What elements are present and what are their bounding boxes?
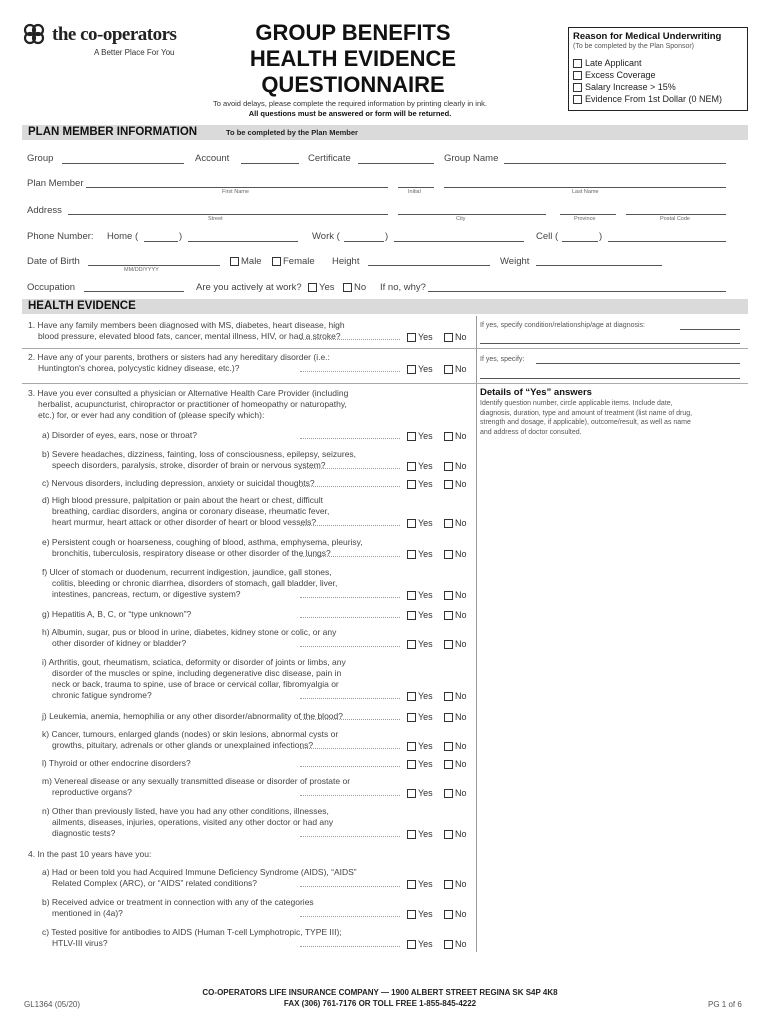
question-k-line: k) Cancer, tumours, enlarged glands (nodes) or skin lesions, abnormal cysts or — [42, 729, 339, 739]
yes-no-label: Yes — [418, 829, 433, 839]
dotted-leader — [300, 486, 400, 487]
question-h-yes[interactable] — [407, 639, 433, 649]
question-i-yes[interactable] — [407, 691, 433, 701]
question-q2-no[interactable] — [444, 364, 467, 374]
if-no-why-label: If no, why? — [380, 282, 426, 293]
details-heading: Details of “Yes” answers — [480, 387, 592, 398]
checkbox-icon[interactable] — [407, 940, 416, 949]
question-a-yes[interactable] — [407, 431, 433, 441]
dotted-leader — [300, 748, 400, 749]
checkbox-icon[interactable] — [407, 333, 416, 342]
yes-no-label: Yes — [418, 712, 433, 722]
checkbox-icon[interactable] — [272, 257, 281, 266]
checkbox-icon[interactable] — [407, 480, 416, 489]
column-divider — [476, 316, 477, 952]
question-h-no[interactable] — [444, 639, 467, 649]
question-k-yes[interactable] — [407, 741, 433, 751]
checkbox-icon[interactable] — [407, 365, 416, 374]
question-q2-line: Huntington's chorea, polycystic kidney disease, etc.)? — [38, 363, 240, 373]
certificate-field[interactable] — [358, 163, 434, 164]
yes-no-label: No — [455, 431, 467, 441]
account-label: Account — [195, 153, 230, 164]
co-operators-logo-icon — [22, 22, 46, 46]
work-paren: ) — [385, 231, 389, 242]
question-c-yes[interactable] — [407, 479, 433, 489]
checkbox-icon[interactable] — [444, 365, 453, 374]
yes-no-label: No — [455, 332, 467, 342]
question-b-no[interactable] — [444, 461, 467, 471]
instructions: To avoid delays, please complete the required information by printing clearly in ink. All questions must be answered or form will be returned. — [213, 99, 487, 118]
dotted-leader — [300, 836, 400, 837]
yes-no-label: No — [455, 712, 467, 722]
reason-subheading: (To be completed by the Plan Sponsor) — [573, 43, 695, 50]
yes-no-label: Yes — [418, 364, 433, 374]
checkbox-icon[interactable] — [444, 910, 453, 919]
yes-no-label: Yes — [418, 741, 433, 751]
cell-paren: ) — [599, 231, 603, 242]
checkbox-icon[interactable] — [444, 550, 453, 559]
account-field[interactable] — [241, 163, 299, 164]
yes-no-label: No — [455, 610, 467, 620]
question-i-line: i) Arthritis, gout, rheumatism, sciatica, deformity or disorder of joints or limbs, any — [42, 657, 346, 667]
question-q4a-no[interactable] — [444, 879, 467, 889]
yes-no-label: No — [455, 549, 467, 559]
question-b-yes[interactable] — [407, 461, 433, 471]
street-caption: Street — [208, 216, 223, 222]
question-a-no[interactable] — [444, 431, 467, 441]
occupation-label: Occupation — [27, 282, 76, 293]
question-q4b-yes[interactable] — [407, 909, 433, 919]
at-work-yes[interactable]: Yes — [308, 282, 335, 293]
checkbox-icon[interactable] — [444, 640, 453, 649]
question-q4c-line: HTLV-III virus? — [52, 938, 108, 948]
dotted-leader — [300, 646, 400, 647]
page-title: GROUP BENEFITS HEALTH EVIDENCE QUESTIONNAIRE — [249, 20, 457, 97]
checkbox-icon[interactable] — [407, 611, 416, 620]
q1-specify-label: If yes, specify condition/relationship/age at diagnosis: — [480, 322, 645, 329]
yes-no-label: Yes — [418, 549, 433, 559]
yes-no-label: Yes — [418, 879, 433, 889]
dotted-leader — [300, 916, 400, 917]
checkbox-icon[interactable] — [573, 83, 582, 92]
q2-specify-field[interactable] — [536, 363, 740, 364]
last-name-field[interactable] — [444, 187, 726, 188]
question-q2-yes[interactable] — [407, 364, 433, 374]
checkbox-icon[interactable] — [407, 830, 416, 839]
dotted-leader — [300, 525, 400, 526]
question-q4b-line: mentioned in (4a)? — [52, 908, 123, 918]
checkbox-icon[interactable] — [444, 519, 453, 528]
yes-no-label: No — [455, 879, 467, 889]
checkbox-icon[interactable] — [444, 880, 453, 889]
yes-no-label: No — [455, 788, 467, 798]
question-q1-line: blood pressure, elevated blood fats, cancer, mental illness, HIV, or had a stroke? — [38, 331, 341, 341]
checkbox-icon[interactable] — [407, 550, 416, 559]
question-q4c-no[interactable] — [444, 939, 467, 949]
work-phone-field[interactable] — [394, 241, 524, 242]
group-name-field[interactable] — [504, 163, 726, 164]
question-b-line: speech disorders, paralysis, stroke, disorder of brain or nervous system? — [52, 460, 326, 470]
question-q3-line: etc.) for, or ever had any condition of (please specify which): — [38, 410, 265, 420]
yes-no-label: Yes — [418, 639, 433, 649]
yes-no-label: No — [455, 909, 467, 919]
first-name-caption: First Name — [222, 189, 249, 195]
home-area-field[interactable] — [144, 241, 178, 242]
work-area-field[interactable] — [344, 241, 384, 242]
province-field[interactable] — [560, 214, 616, 215]
q1-specify-field-2[interactable] — [480, 343, 740, 344]
question-h-line: h) Albumin, sugar, pus or blood in urine, diabetes, kidney stone or colic, or any — [42, 627, 337, 637]
yes-no-label: Yes — [418, 590, 433, 600]
checkbox-icon[interactable] — [444, 480, 453, 489]
question-q4b-line: b) Received advice or treatment in connection with any of the categories — [42, 897, 314, 907]
checkbox-icon[interactable] — [407, 713, 416, 722]
plan-member-subheading: To be completed by the Plan Member — [226, 128, 358, 137]
reason-first-dollar[interactable]: Evidence From 1st Dollar (0 NEM) — [573, 94, 722, 104]
checkbox-icon[interactable] — [407, 591, 416, 600]
cell-label: Cell ( — [536, 231, 559, 242]
yes-no-label: Yes — [418, 610, 433, 620]
question-q2-line: 2. Have any of your parents, brothers or sisters had any hereditary disorder (i.e.: — [28, 352, 330, 362]
reason-late-applicant[interactable]: Late Applicant — [573, 58, 642, 68]
question-l-no[interactable] — [444, 759, 467, 769]
question-c-no[interactable] — [444, 479, 467, 489]
question-e-yes[interactable] — [407, 549, 433, 559]
question-d-line: heart murmur, heart attack or other disorder of heart or blood vessels? — [52, 517, 317, 527]
question-f-line: f) Ulcer of stomach or duodenum, recurrent indigestion, jaundice, gall stones, — [42, 567, 332, 577]
group-field[interactable] — [62, 163, 184, 164]
q2-specify-label: If yes, specify: — [480, 356, 525, 363]
question-c-line: c) Nervous disorders, including depression, anxiety or suicidal thoughts? — [42, 478, 315, 488]
yes-no-label: Yes — [418, 479, 433, 489]
checkbox-icon[interactable] — [573, 95, 582, 104]
dotted-leader — [300, 946, 400, 947]
question-q1-line: 1. Have any family members been diagnosed with MS, diabetes, heart disease, high — [28, 320, 345, 330]
dotted-leader — [300, 698, 400, 699]
dotted-leader — [300, 468, 400, 469]
question-q4c-yes[interactable] — [407, 939, 433, 949]
row-divider — [22, 383, 748, 384]
postal-caption: Postal Code — [660, 216, 690, 222]
checkbox-icon[interactable] — [573, 59, 582, 68]
question-q4a-line: Related Complex (ARC), or “AIDS” related conditions? — [52, 878, 258, 888]
yes-no-label: Yes — [418, 332, 433, 342]
home-paren: ) — [179, 231, 183, 242]
question-m-yes[interactable] — [407, 788, 433, 798]
checkbox-icon[interactable] — [407, 462, 416, 471]
dotted-leader — [300, 719, 400, 720]
yes-no-label: No — [455, 364, 467, 374]
question-i-line: disorder of the muscles or spine, including degenerative disc disease, pain in — [52, 668, 342, 678]
city-caption: City — [456, 216, 466, 222]
yes-no-label: Yes — [418, 939, 433, 949]
question-q3-line: 3. Have you ever consulted a physician or Alternative Health Care Provider (including — [28, 388, 349, 398]
dob-field[interactable] — [88, 265, 220, 266]
footer-address: CO-OPERATORS LIFE INSURANCE COMPANY — 1900 ALBERT STREET REGINA SK S4P 4K8 FAX (306) 761-7176 OR TOLL FREE 1-855-845-4222 — [202, 988, 558, 1008]
question-k-line: growths, pituitary, adrenals or other glands or unexplained infections? — [52, 740, 314, 750]
yes-no-label: No — [455, 939, 467, 949]
checkbox-icon[interactable] — [444, 462, 453, 471]
question-e-line: bronchitis, tuberculosis, respiratory disease or other disorder of the lungs? — [52, 548, 331, 558]
group-name-label: Group Name — [444, 153, 499, 164]
female-option[interactable]: Female — [272, 256, 315, 267]
yes-no-label: No — [455, 479, 467, 489]
first-name-field[interactable] — [86, 187, 388, 188]
height-field[interactable] — [368, 265, 490, 266]
yes-no-label: No — [455, 759, 467, 769]
question-g-yes[interactable] — [407, 610, 433, 620]
checkbox-icon[interactable] — [444, 760, 453, 769]
question-m-line: reproductive organs? — [52, 787, 132, 797]
home-label: Home ( — [107, 231, 139, 242]
checkbox-icon[interactable] — [444, 789, 453, 798]
checkbox-icon[interactable] — [573, 71, 582, 80]
address-label: Address — [27, 205, 62, 216]
cell-phone-field[interactable] — [608, 241, 726, 242]
dotted-leader — [300, 438, 400, 439]
dotted-leader — [300, 597, 400, 598]
male-option[interactable]: Male — [230, 256, 262, 267]
yes-no-label: No — [455, 829, 467, 839]
dotted-leader — [300, 617, 400, 618]
group-label: Group — [27, 153, 54, 164]
occupation-field[interactable] — [84, 291, 184, 292]
question-d-line: d) High blood pressure, palpitation or pain about the heart or chest, difficult — [42, 495, 323, 505]
checkbox-icon[interactable] — [444, 713, 453, 722]
form-id: GL1364 (05/20) — [24, 1000, 81, 1009]
yes-no-label: Yes — [418, 431, 433, 441]
page-number: PG 1 of 6 — [708, 1000, 742, 1009]
dotted-leader — [300, 339, 400, 340]
health-evidence-heading: HEALTH EVIDENCE — [28, 300, 136, 312]
yes-no-label: Yes — [418, 518, 433, 528]
question-d-no[interactable] — [444, 518, 467, 528]
question-l-line: l) Thyroid or other endocrine disorders? — [42, 758, 191, 768]
dotted-leader — [300, 886, 400, 887]
brand-name: the co-operators — [52, 24, 177, 45]
if-no-why-field[interactable] — [428, 291, 726, 292]
dotted-leader — [300, 556, 400, 557]
question-k-no[interactable] — [444, 741, 467, 751]
question-e-line: e) Persistent cough or hoarseness, coughing of blood, asthma, emphysema, pleurisy, — [42, 537, 363, 547]
checkbox-icon[interactable] — [444, 611, 453, 620]
question-q4a-line: a) Had or been told you had Acquired Immune Deficiency Syndrome (AIDS), “AIDS” — [42, 867, 357, 877]
postal-code-field[interactable] — [626, 214, 726, 215]
question-j-no[interactable] — [444, 712, 467, 722]
checkbox-icon[interactable] — [407, 432, 416, 441]
question-l-yes[interactable] — [407, 759, 433, 769]
question-n-line: diagnostic tests? — [52, 828, 116, 838]
yes-no-label: No — [455, 518, 467, 528]
checkbox-icon[interactable] — [444, 432, 453, 441]
question-b-line: b) Severe headaches, dizziness, fainting, loss of consciousness, epilepsy, seizures, — [42, 449, 357, 459]
question-g-line: g) Hepatitis A, B, C, or “type unknown”? — [42, 609, 192, 619]
dotted-leader — [300, 795, 400, 796]
reason-box — [568, 27, 748, 111]
dob-format-caption: MM/DD/YYYY — [124, 267, 159, 273]
at-work-label: Are you actively at work? — [196, 282, 302, 293]
question-m-line: m) Venereal disease or any sexually transmitted disease or disorder of prostate or — [42, 776, 351, 786]
dob-label: Date of Birth — [27, 256, 80, 267]
at-work-no[interactable]: No — [343, 282, 366, 293]
checkbox-icon[interactable] — [407, 692, 416, 701]
phone-label: Phone Number: — [27, 231, 94, 242]
checkbox-icon[interactable] — [407, 910, 416, 919]
reason-excess-coverage[interactable]: Excess Coverage — [573, 70, 656, 80]
checkbox-icon[interactable] — [444, 692, 453, 701]
yes-no-label: No — [455, 741, 467, 751]
question-q1-no[interactable] — [444, 332, 467, 342]
question-d-line: breathing, cardiac disorders, angina or coronary disease, rheumatic fever, — [52, 506, 330, 516]
reason-heading: Reason for Medical Underwriting — [573, 31, 722, 42]
question-f-line: intestines, pancreas, rectum, or digestive system? — [52, 589, 241, 599]
question-q3-line: herbalist, acupuncturist, chiropractor or practitioner of homeopathy or naturopathy, — [38, 399, 347, 409]
checkbox-icon[interactable] — [407, 640, 416, 649]
yes-no-label: Yes — [418, 691, 433, 701]
checkbox-icon[interactable] — [444, 333, 453, 342]
checkbox-icon[interactable] — [308, 283, 317, 292]
checkbox-icon[interactable] — [407, 880, 416, 889]
checkbox-icon[interactable] — [407, 519, 416, 528]
checkbox-icon[interactable] — [407, 760, 416, 769]
checkbox-icon[interactable] — [444, 830, 453, 839]
weight-label: Weight — [500, 256, 530, 267]
yes-no-label: Yes — [418, 759, 433, 769]
q2-specify-field-2[interactable] — [480, 378, 740, 379]
yes-no-label: No — [455, 590, 467, 600]
initial-caption: Initial — [408, 189, 421, 195]
home-phone-field[interactable] — [188, 241, 298, 242]
street-field[interactable] — [68, 214, 388, 215]
yes-no-label: Yes — [418, 788, 433, 798]
city-field[interactable] — [398, 214, 546, 215]
plan-member-label: Plan Member — [27, 178, 84, 189]
yes-no-label: Yes — [418, 909, 433, 919]
checkbox-icon[interactable] — [407, 789, 416, 798]
plan-member-band — [22, 125, 748, 140]
checkbox-icon[interactable] — [230, 257, 239, 266]
question-f-yes[interactable] — [407, 590, 433, 600]
checkbox-icon[interactable] — [444, 940, 453, 949]
question-d-yes[interactable] — [407, 518, 433, 528]
weight-field[interactable] — [536, 265, 662, 266]
question-a-line: a) Disorder of eyes, ears, nose or throat? — [42, 430, 197, 440]
dotted-leader — [300, 371, 400, 372]
q1-specify-field[interactable] — [680, 329, 740, 330]
question-q1-yes[interactable] — [407, 332, 433, 342]
initial-field[interactable] — [398, 187, 434, 188]
question-n-yes[interactable] — [407, 829, 433, 839]
question-q4-line: 4. In the past 10 years have you: — [28, 849, 152, 859]
question-m-no[interactable] — [444, 788, 467, 798]
row-divider — [22, 348, 748, 349]
question-n-line: ailments, diseases, injuries, operations, visited any other doctor or had any — [52, 817, 334, 827]
work-label: Work ( — [312, 231, 340, 242]
question-j-line: j) Leukemia, anemia, hemophilia or any other disorder/abnormality of the blood? — [42, 711, 343, 721]
question-j-yes[interactable] — [407, 712, 433, 722]
question-h-line: other disorder of kidney or bladder? — [52, 638, 187, 648]
question-f-line: colitis, bleeding or chronic diarrhea, disorders of stomach, gall bladder, liver, — [52, 578, 338, 588]
question-e-no[interactable] — [444, 549, 467, 559]
yes-no-label: No — [455, 691, 467, 701]
dotted-leader — [300, 766, 400, 767]
certificate-label: Certificate — [308, 153, 351, 164]
question-q4c-line: c) Tested positive for antibodies to AIDS (Human T-cell Lymphotropic, TYPE III); — [42, 927, 342, 937]
checkbox-icon[interactable] — [343, 283, 352, 292]
question-f-no[interactable] — [444, 590, 467, 600]
question-q4b-no[interactable] — [444, 909, 467, 919]
question-i-line: neck or back, trauma to spine, use of brace or cervical collar, fibromyalgia or — [52, 679, 339, 689]
question-n-no[interactable] — [444, 829, 467, 839]
brand-tagline: A Better Place For You — [94, 48, 175, 57]
cell-area-field[interactable] — [562, 241, 598, 242]
question-q4a-yes[interactable] — [407, 879, 433, 889]
checkbox-icon[interactable] — [407, 742, 416, 751]
yes-no-label: No — [455, 461, 467, 471]
province-caption: Province — [574, 216, 596, 222]
checkbox-icon[interactable] — [444, 591, 453, 600]
yes-no-label: No — [455, 639, 467, 649]
question-g-no[interactable] — [444, 610, 467, 620]
reason-salary-increase[interactable]: Salary Increase > 15% — [573, 82, 676, 92]
checkbox-icon[interactable] — [444, 742, 453, 751]
height-label: Height — [332, 256, 360, 267]
question-i-line: chronic fatigue syndrome? — [52, 690, 152, 700]
details-answer-area[interactable] — [478, 446, 748, 952]
question-i-no[interactable] — [444, 691, 467, 701]
health-evidence-band — [22, 299, 748, 314]
yes-no-label: Yes — [418, 461, 433, 471]
question-n-line: n) Other than previously listed, have you had any other conditions, illnesses, — [42, 806, 329, 816]
last-name-caption: Last Name — [572, 189, 599, 195]
details-text: Identify question number, circle applicable items. Include date, diagnosis, duration, type and amount of treatment (list name of drug, strength and dosage, if applicable), outcome/result, as well as name and address of doctor consulted. — [480, 400, 693, 436]
plan-member-heading: PLAN MEMBER INFORMATION — [28, 126, 198, 138]
